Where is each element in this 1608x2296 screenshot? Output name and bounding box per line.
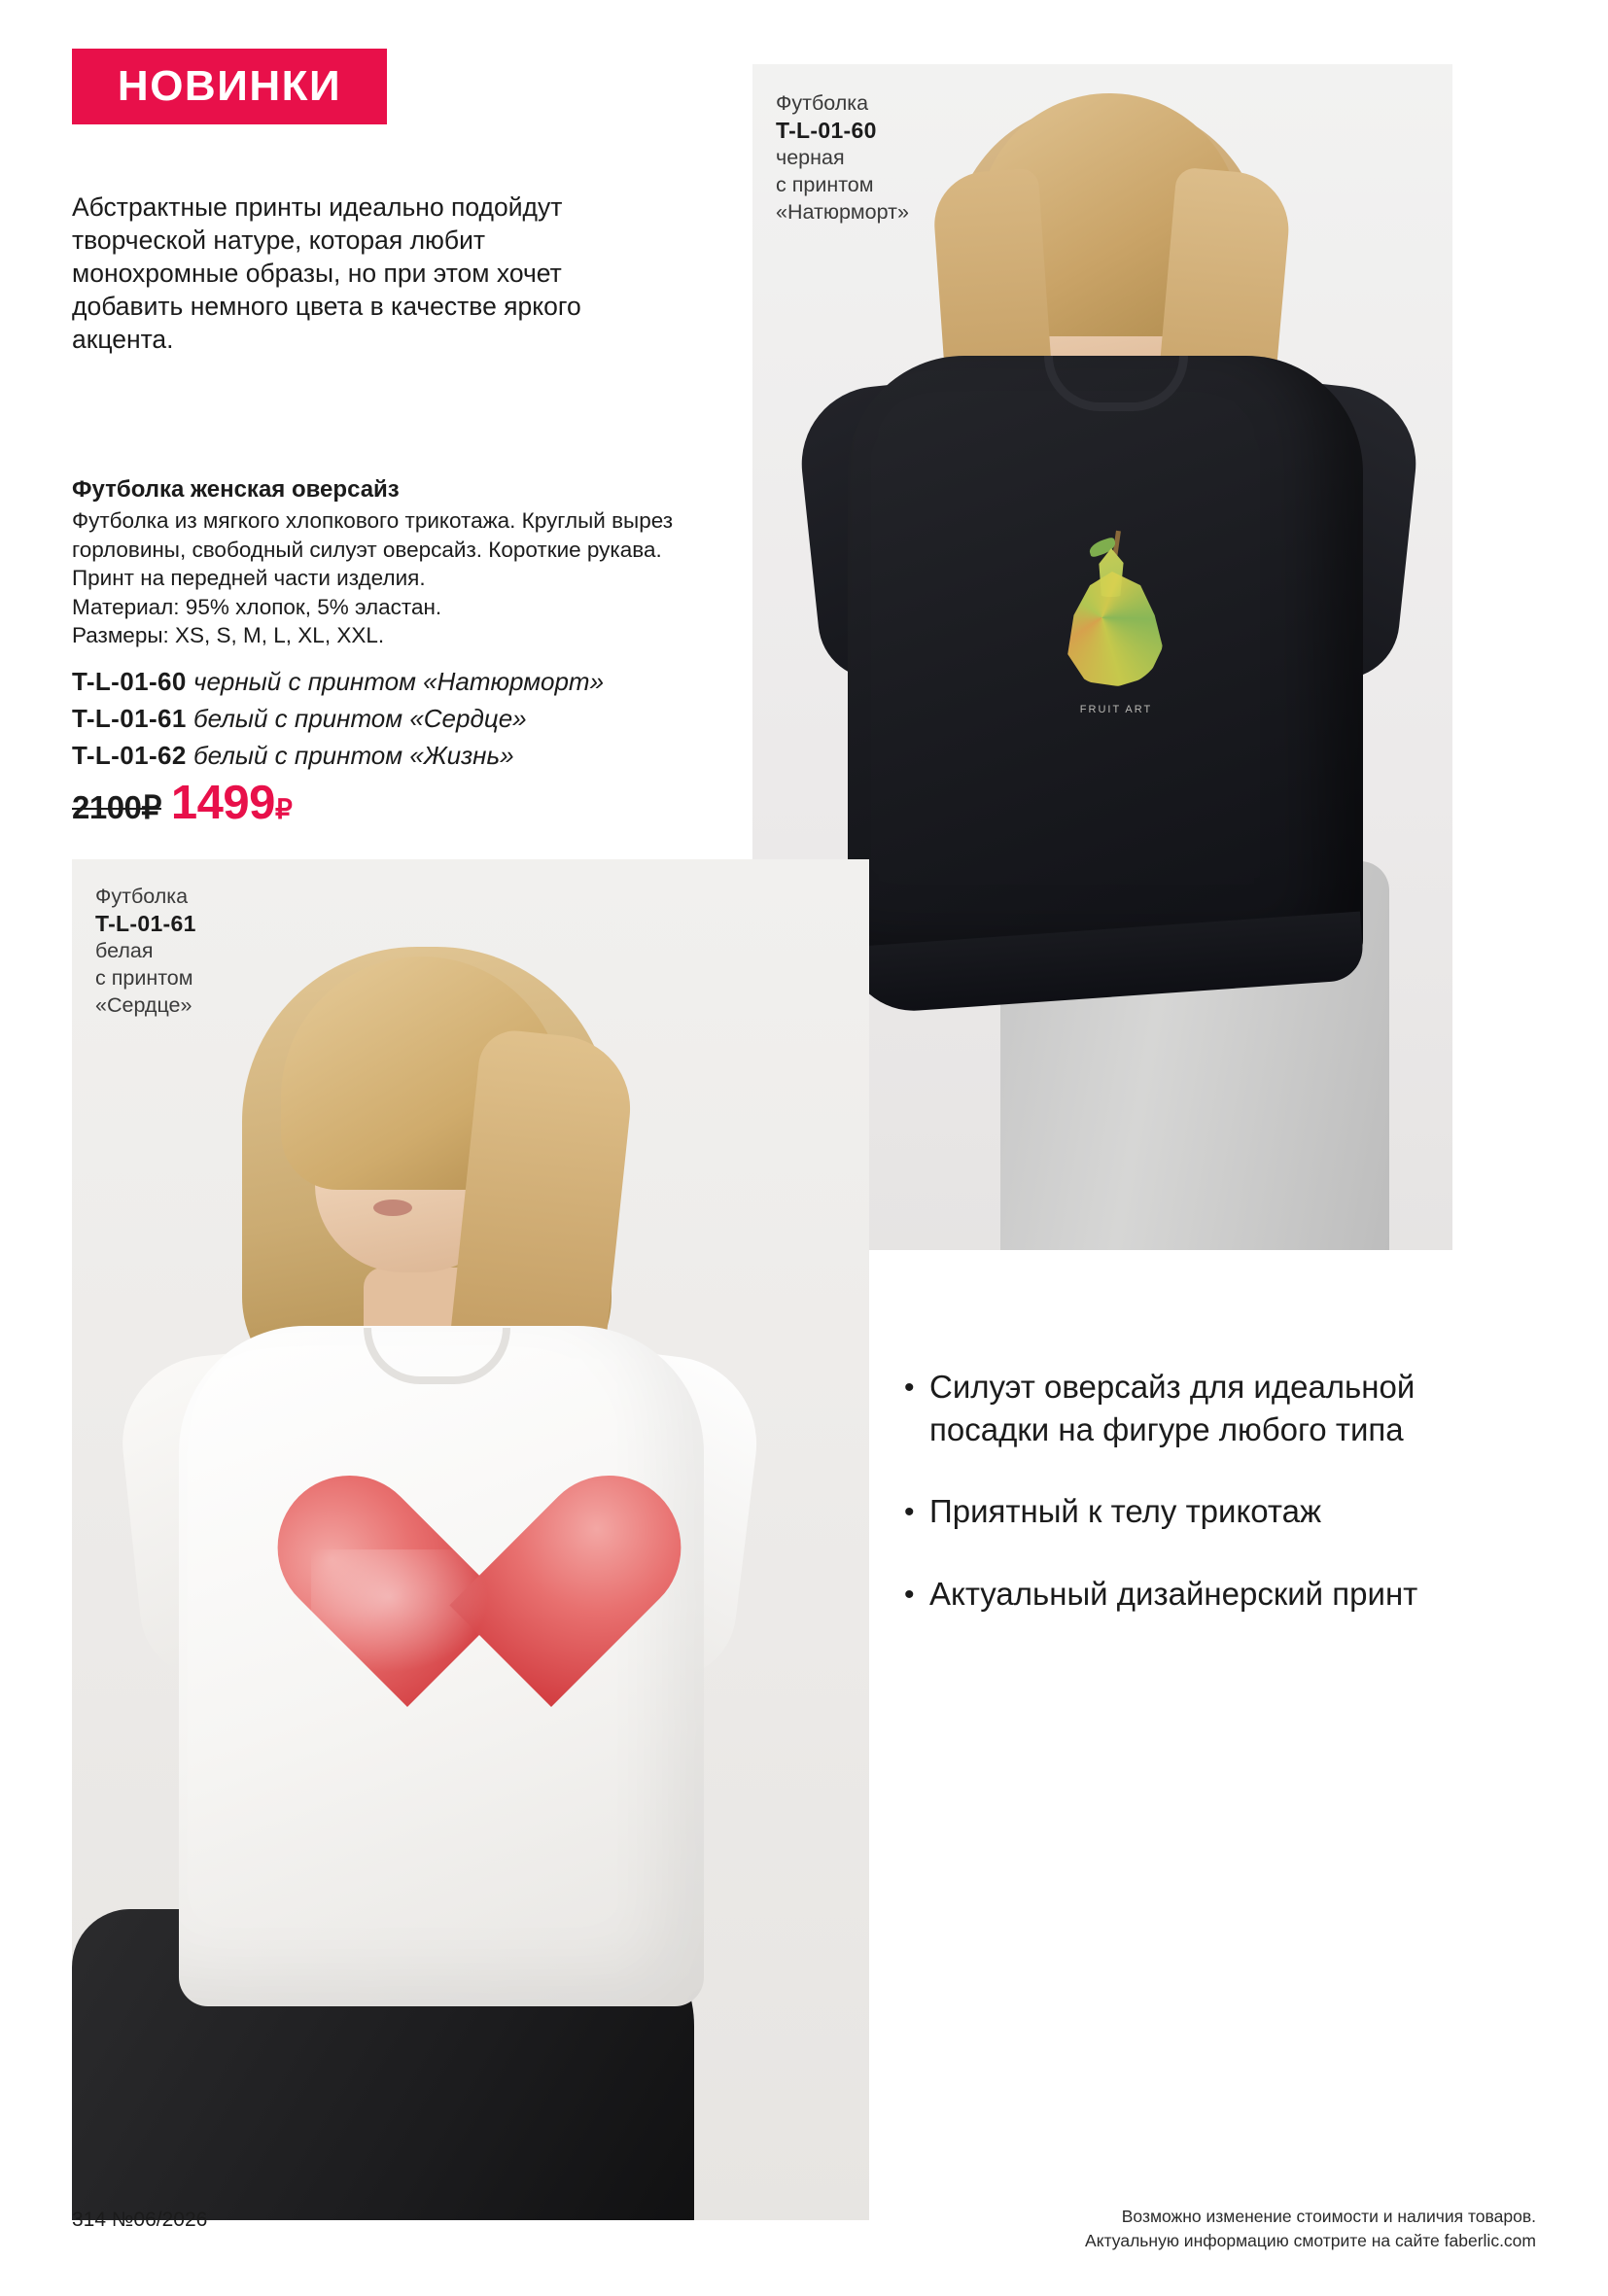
variant-code: T-L-01-62 bbox=[72, 740, 187, 770]
photo-caption-white-tee bbox=[95, 883, 196, 1019]
new-price bbox=[171, 776, 292, 830]
bullet-icon: • bbox=[904, 1496, 915, 1528]
pear-body bbox=[1062, 572, 1163, 686]
intro-paragraph: Абстрактные принты идеально подойдут творческой натуре, которая любит монохромные образы, но при этом хочет добавить немного цвета в качестве яркого акцента. bbox=[72, 192, 581, 354]
page-right-margin bbox=[1587, 0, 1608, 2296]
disclaimer-line-1: Возможно изменение стоимости и наличия товаров. bbox=[1121, 2207, 1536, 2226]
variant-name: черный с принтом «Натюрморт» bbox=[192, 666, 605, 696]
feature-list-item bbox=[904, 1573, 1449, 1617]
product-description-block bbox=[72, 474, 694, 774]
variant-name: белый с принтом «Сердце» bbox=[192, 703, 527, 733]
variant-code: T-L-01-60 bbox=[72, 666, 187, 696]
product-variant-row bbox=[72, 737, 694, 774]
issue-number: №06/2026 bbox=[111, 2209, 208, 2231]
model-lips bbox=[373, 1200, 412, 1216]
feature-text: Приятный к телу трикотаж bbox=[929, 1493, 1322, 1529]
product-description-paragraph: Футболка из мягкого хлопкового трикотажа. Круглый вырез горловины, свободный силуэт оверсайз. Короткие рукава. Принт на передней части изделия. bbox=[72, 508, 674, 590]
old-price: 2100₽ bbox=[72, 789, 161, 825]
currency-symbol: ₽ bbox=[274, 794, 293, 824]
caption-line-color: белая bbox=[95, 939, 154, 962]
bullet-icon: • bbox=[904, 1579, 915, 1611]
caption-line-print-label: с принтом bbox=[776, 173, 874, 196]
disclaimer-line-2: Актуальную информацию смотрите на сайте faberlic.com bbox=[1085, 2231, 1536, 2250]
caption-line-print-name: «Сердце» bbox=[95, 993, 192, 1017]
caption-line-color: черная bbox=[776, 146, 845, 169]
new-price-value: 1499 bbox=[170, 777, 275, 829]
footer-page-info bbox=[72, 2209, 207, 2232]
feature-text: Силуэт оверсайз для идеальной посадки на фигуре любого типа bbox=[929, 1369, 1416, 1447]
caption-line-print-name: «Натюрморт» bbox=[776, 200, 909, 224]
product-photo-white-tee bbox=[72, 859, 869, 2220]
bullet-icon: • bbox=[904, 1372, 915, 1404]
caption-line-product: Футболка bbox=[776, 91, 869, 115]
product-variants-list bbox=[72, 663, 694, 774]
variant-code: T-L-01-61 bbox=[72, 703, 187, 733]
caption-line-code: T-L-01-61 bbox=[95, 911, 196, 936]
price-row bbox=[72, 776, 292, 830]
new-items-badge-label: НОВИНКИ bbox=[117, 62, 342, 110]
page-number: 314 bbox=[72, 2209, 107, 2231]
caption-line-product: Футболка bbox=[95, 885, 189, 908]
heart-highlight bbox=[311, 1549, 506, 1686]
feature-text: Актуальный дизайнерский принт bbox=[929, 1576, 1418, 1612]
product-variant-row bbox=[72, 700, 694, 737]
product-sizes: Размеры: XS, S, M, L, XL, XXL. bbox=[72, 623, 385, 647]
feature-list-item bbox=[904, 1366, 1449, 1451]
product-variant-row bbox=[72, 663, 694, 700]
caption-line-code: T-L-01-60 bbox=[776, 118, 877, 143]
new-items-badge bbox=[72, 49, 387, 124]
footer-disclaimer bbox=[856, 2205, 1536, 2253]
product-description-text bbox=[72, 506, 694, 650]
feature-list bbox=[904, 1366, 1449, 1655]
pear-print-icon bbox=[1054, 531, 1171, 686]
photo-caption-black-tee bbox=[776, 89, 909, 226]
heart-print-icon bbox=[266, 1481, 548, 1763]
variant-name: белый с принтом «Жизнь» bbox=[192, 740, 514, 770]
caption-line-print-label: с принтом bbox=[95, 966, 193, 990]
feature-list-item bbox=[904, 1490, 1449, 1534]
print-caption: FRUIT ART bbox=[1079, 704, 1153, 715]
product-title: Футболка женская оверсайз bbox=[72, 476, 400, 503]
product-material: Материал: 95% хлопок, 5% эластан. bbox=[72, 594, 442, 619]
